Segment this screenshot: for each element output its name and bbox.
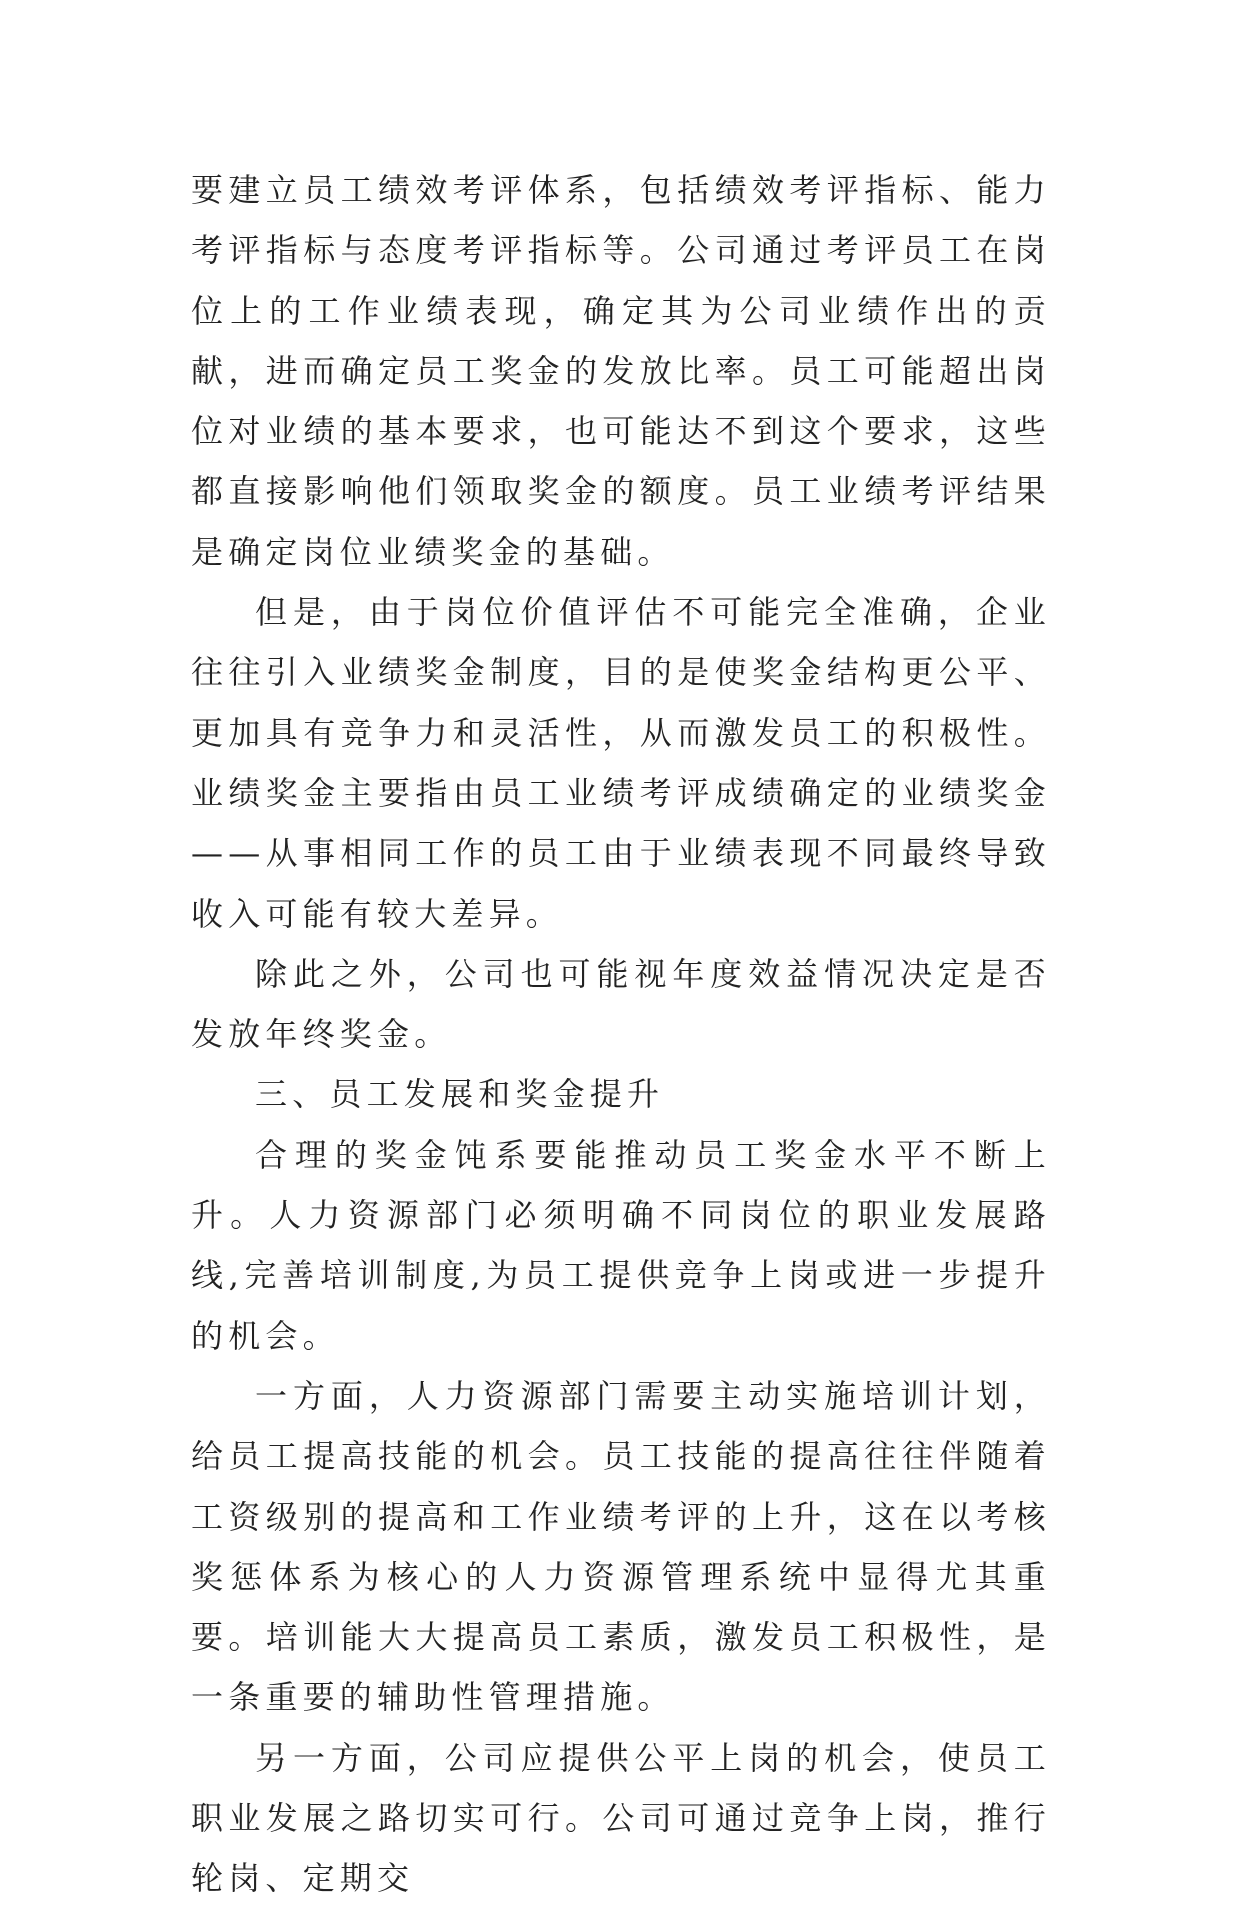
- paragraph-fair-promotion: 另一方面，公司应提供公平上岗的机会，使员工职业发展之路切实可行。公司可通过竞争上岗，推行轮岗、定期交: [191, 1738, 1051, 1898]
- paragraph-year-end-bonus: 除此之外，公司也可能视年度效益情况决定是否发放年终奖金。: [191, 954, 1051, 1054]
- section-heading-development: 三、员工发展和奖金提升: [255, 1075, 665, 1114]
- paragraph-performance-appraisal: 要建立员工绩效考评体系，包括绩效考评指标、能力考评指标与态度考评指标等。公司通过考评员工在岗位上的工作业绩表现，确定其为公司业绩作出的贡献，进而确定员工奖金的发放比率。员工可能超出岗位对业绩的基本要求，也可能达不到这个要求，这些都直接影响他们领取奖金的额度。员工业绩考评结果是确定岗位业绩奖金的基础。: [191, 171, 1051, 571]
- paragraph-bonus-system: 合理的奖金饨系要能推动员工奖金水平不断上升。人力资源部门必须明确不同岗位的职业发展路线,完善培训制度,为员工提供竞争上岗或进一步提升的机会。: [191, 1135, 1051, 1355]
- document-body: [191, 160, 1051, 1909]
- paragraph-training: 一方面，人力资源部门需要主动实施培训计划，给员工提高技能的机会。员工技能的提高往往伴随着工资级别的提高和工作业绩考评的上升，这在以考核奖惩体系为核心的人力资源管理系统中显得尤其重要。培训能大大提高员工素质，激发员工积极性，是一条重要的辅助性管理措施。: [191, 1376, 1051, 1717]
- paragraph-performance-bonus: 但是，由于岗位价值评估不可能完全准确，企业往往引入业绩奖金制度，目的是使奖金结构更公平、更加具有竞争力和灵活性，从而激发员工的积极性。业绩奖金主要指由员工业绩考评成绩确定的业绩奖金——从事相同工作的员工由于业绩表现不同最终导致收入可能有较大差异。: [191, 593, 1051, 933]
